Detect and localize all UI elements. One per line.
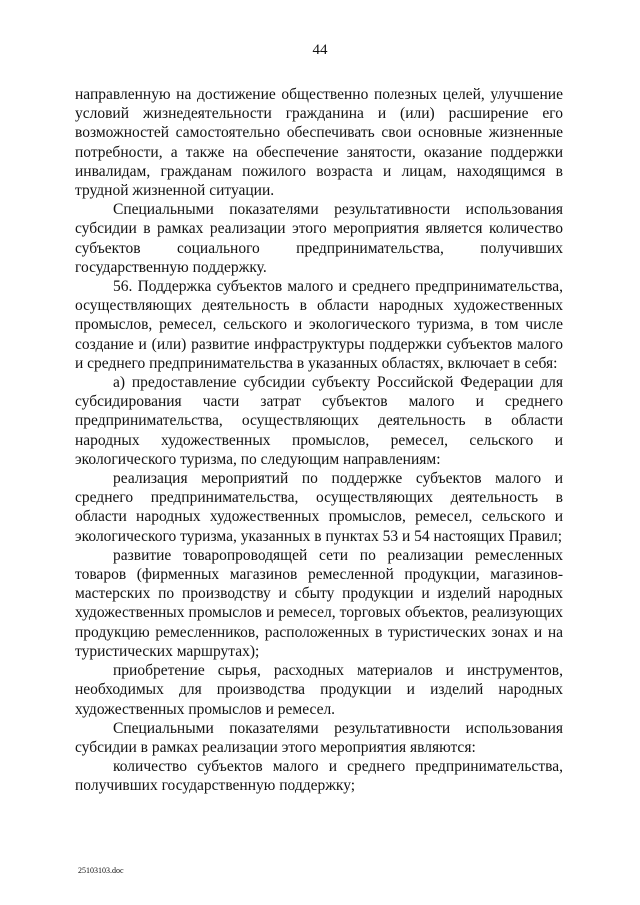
paragraph: реализация мероприятий по поддержке субъектов малого и среднего предпринимательства, осуществляющих деятельность в области народных художественных промыслов, ремесел, сельского и экологического туризма, указанных в пунктах 53 и 54 настоящих Правил; — [75, 470, 563, 545]
paragraph: развитие товаропроводящей сети по реализации ремесленных товаров (фирменных магазинов ремесленной продукции, магазинов-мастерских по производству и сбыту продукции и изделий народных художественных промыслов и ремесел, торговых объектов, реализующих продукцию ремесленников, расположенных в туристических зонах и на туристических маршрутах); — [75, 546, 563, 660]
paragraph: 56. Поддержка субъектов малого и среднего предпринимательства, осуществляющих деятельность в области народных художественных промыслов, ремесел, сельского и экологического туризма, в том числе создание и (или) развитие инфраструктуры поддержки субъектов малого и среднего предпринимательства в указанных областях, включает в себя: — [75, 278, 563, 372]
page-number: 44 — [312, 42, 328, 58]
paragraph: количество субъектов малого и среднего предпринимательства, получивших государственную поддержку; — [75, 758, 563, 795]
document-body — [75, 85, 563, 796]
paragraph: Специальными показателями результативности использования субсидии в рамках реализации этого мероприятия является количество субъектов социального предпринимательства, получивших государственную поддержку. — [75, 201, 563, 276]
paragraph: приобретение сырья, расходных материалов и инструментов, необходимых для производства продукции и изделий народных художественных промыслов и ремесел. — [75, 662, 563, 718]
document-file-code: 25103103.doc — [78, 866, 124, 875]
paragraph: направленную на достижение общественно полезных целей, улучшение условий жизнедеятельности гражданина и (или) расширение его возможностей самостоятельно обеспечивать свои основные жизненные потребности, а также на обеспечение занятости, оказание поддержки инвалидам, гражданам пожилого возраста и лицам, находящимся в трудной жизненной ситуации. — [75, 86, 563, 200]
paragraph: а) предоставление субсидии субъекту Российской Федерации для субсидирования части затрат субъектов малого и среднего предпринимательства, осуществляющих деятельность в области народных художественных промыслов, ремесел, сельского и экологического туризма, по следующим направлениям: — [75, 374, 563, 468]
paragraph: Специальными показателями результативности использования субсидии в рамках реализации этого мероприятия являются: — [75, 719, 563, 756]
